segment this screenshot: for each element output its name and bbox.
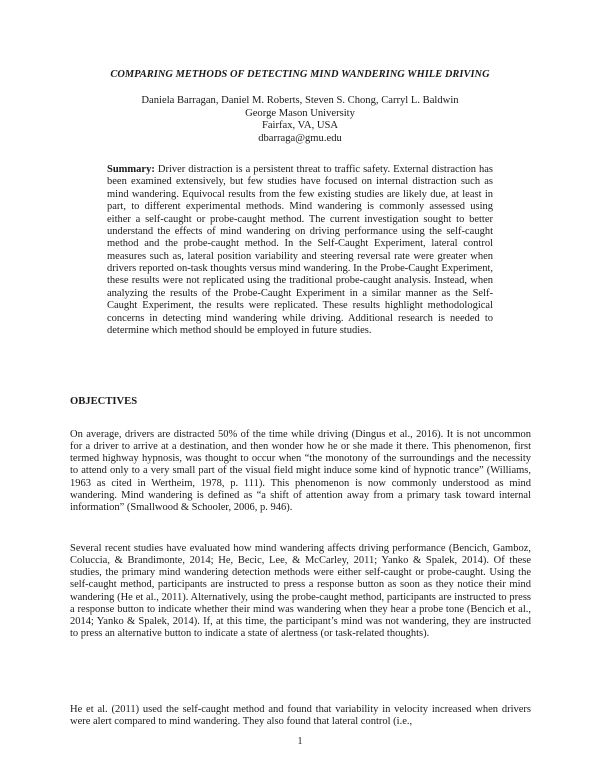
author-list: Daniela Barragan, Daniel M. Roberts, Steven S. Chong, Carryl L. Baldwin bbox=[141, 95, 459, 106]
author-block bbox=[60, 95, 540, 145]
affiliation: George Mason University bbox=[245, 107, 355, 119]
body-paragraph-2: Several recent studies have evaluated how mind wandering affects driving performance (Bencich, Gamboz, Coluccia, & Brandimonte, 2014; He, Becic, Lee, & McCarley, 2011; Yanko & Spalek, 2014). Of these studies, the primary mind wandering detection methods were either self-caught or probe-caught. Using the self-caught method, participants are instructed to press a response button as soon as they notice their mind wandering (He et al., 2011). Alternatively, using the probe-caught method, participants are instructed to press a response button to indicate whether their mind was wandering when they hear a probe tone (Bencich et al., 2014; Yanko & Spalek, 2014). If, at this time, the participant’s mind was not wandering, they are instructed to press an alternative button to indicate a state of alertness (or task-related thoughts). bbox=[70, 543, 531, 640]
page-number: 1 bbox=[297, 736, 303, 747]
location: Fairfax, VA, USA bbox=[261, 120, 339, 132]
summary-label: Summary: bbox=[107, 164, 155, 175]
body-paragraph-1: On average, drivers are distracted 50% of the time while driving (Dingus et al., 2016). It is not uncommon for a driver to arrive at a destination, and then wonder how he or she made it there. This phenomenon, first termed highway hypnosis, was thought to occur when “the monotony of the surroundings and the necessity to attend only to a very small part of the visual field might induce some kind of hypnotic trance” (Williams, 1963 as cited in Wertheim, 1978, p. 111). This phenomenon is now commonly understood as mind wandering. Mind wandering is defined as “a shift of attention away from a primary task toward internal information” (Smallwood & Schooler, 2006, p. 946). bbox=[70, 429, 531, 513]
body-paragraph-3: He et al. (2011) used the self-caught method and found that variability in velocity increased when drivers were alert compared to mind wandering. They also found that lateral control (i.e., bbox=[70, 704, 531, 728]
section-heading-objectives: OBJECTIVES bbox=[70, 396, 138, 407]
paper-title: COMPARING METHODS OF DETECTING MIND WANDERING WHILE DRIVING bbox=[110, 69, 490, 80]
author-email: dbarraga@gmu.edu bbox=[258, 132, 342, 144]
summary-text: Driver distraction is a persistent threat to traffic safety. External distraction has been examined extensively, but few studies have focused on internal distraction such as mind wandering. Equivocal results from the few existing studies are likely due, at least in part, to different experimental methods. Mind wandering is commonly assessed using either a self-caught or probe-caught method. The current investigation sought to better understand the effects of mind wandering on driving performance using the self-caught method and the probe-caught method. In the Self-Caught Experiment, lateral control measures such as, lateral position variability and steering reversal rate were greater when drivers reported on-task thoughts versus mind wandering. In the Probe-Caught Experiment, these results were not replicated using the traditional probe-caught analysis. Instead, when analyzing the results of the Probe-Caught Experiment in a similar manner as the Self-Caught Experiment, the results were replicated. These results highlight methodological concerns in detecting mind wandering while driving. Additional research is needed to determine which method should be employed in future studies. bbox=[107, 164, 493, 336]
summary-abstract bbox=[107, 164, 493, 337]
